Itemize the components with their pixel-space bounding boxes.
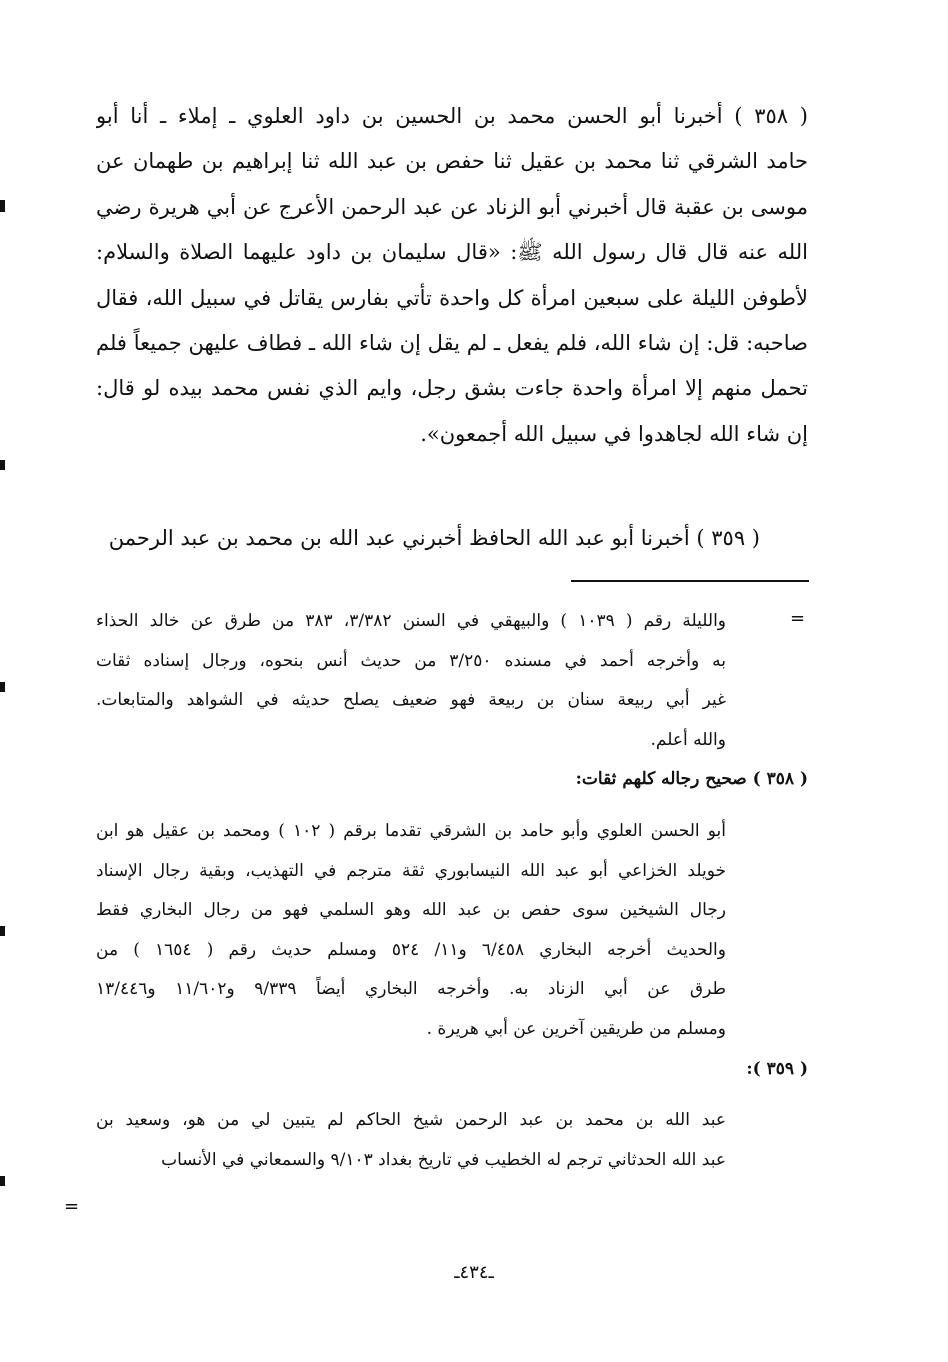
scan-edge-mark <box>0 926 5 936</box>
note-line: غير أبي ربيعة سنان بن ربيعة فهو ضعيف يصلح حديثه في الشواهد والمتابعات. <box>96 690 726 711</box>
continuation-mark: = <box>790 608 806 629</box>
note-heading-359: ( ٣٥٩ ): <box>746 1058 808 1079</box>
text-line: موسى بن عقبة قال أخبرني أبو الزناد عن عبد الرحمن الأعرج عن أبي هريرة رضي <box>96 194 808 219</box>
text-line: ( ٣٥٨ ) أخبرنا أبو الحسن محمد بن الحسين بن داود العلوي ـ إملاء ـ أنا أبو <box>96 104 808 128</box>
text-line: إن شاء الله لجاهدوا في سبيل الله أجمعون». <box>420 421 808 446</box>
hadith-359-text: ( ٣٥٩ ) أخبرنا أبو عبد الله الحافظ أخبرني عبد الله بن محمد بن عبد الرحمن <box>108 526 760 550</box>
note-line: طرق عن أبي الزناد به. وأخرجه البخاري أيضاً ٩/٣٣٩ و١١/٦٠٢ و١٣/٤٤٦ <box>96 979 726 1000</box>
note-line: ومسلم من طريقين آخرين عن أبي هريرة . <box>426 1018 726 1039</box>
text-line: حامد الشرقي ثنا محمد بن عقيل ثنا حفص بن عبد الله ثنا إبراهيم بن طهمان عن <box>96 149 808 174</box>
note-line: رجال الشيخين سوى حفص بن عبد الله وهو السلمي فهو من رجال البخاري فقط <box>96 900 726 921</box>
scan-edge-mark <box>0 200 5 212</box>
scan-edge-mark <box>0 460 5 470</box>
note-heading-358: ( ٣٥٨ ) صحيح رجاله كلهم ثقات: <box>575 769 808 790</box>
text-line: الله عنه قال قال رسول الله ﷺ: «قال سليمان بن داود عليهما الصلاة والسلام: <box>96 240 808 265</box>
note-line: به وأخرجه أحمد في مسنده ٣/٢٥٠ من حديث أنس بنحوه، ورجال إسناده ثقات <box>96 650 726 671</box>
continuation-mark-end: = <box>64 1196 80 1217</box>
text-line: تحمل منهم إلا امرأة واحدة جاءت بشق رجل، وايم الذي نفس محمد بيده لو قال: <box>96 376 808 401</box>
note-line: والحديث أخرجه البخاري ٦/٤٥٨ و١١/ ٥٢٤ ومسلم حديث رقم ( ١٦٥٤ ) من <box>96 939 726 960</box>
note-line: عبد الله الحدثاني ترجم له الخطيب في تاريخ بغداد ٩/١٠٣ والسمعاني في الأنساب <box>161 1149 726 1170</box>
text-line: لأطوفن الليلة على سبعين امرأة كل واحدة تأتي بفارس يقاتل في سبيل الله، فقال <box>96 285 808 310</box>
note-line: والليلة رقم ( ١٠٣٩ ) والبيهقي في السنن ٣/٣٨٢، ٣٨٣ من طرق عن خالد الحذاء <box>96 611 727 631</box>
note-line: عبد الله بن محمد بن عبد الرحمن شيخ الحاكم لم يتبين لي من هو، وسعيد بن <box>96 1110 726 1131</box>
text-line: صاحبه: قل: إن شاء الله، فلم يفعل ـ لم يقل إن شاء الله ـ فطاف عليهن جميعاً فلم <box>96 331 808 356</box>
note-line: والله أعلم. <box>650 729 726 750</box>
footnotes <box>96 602 808 1180</box>
footnote-divider <box>571 580 809 582</box>
page-number: ـ٤٣٤ـ <box>454 1262 494 1283</box>
note-line: خويلد الخزاعي أبو عبد الله النيسابوري ثقة مترجم في التهذيب، وبقية رجال الإسناد <box>96 860 726 881</box>
note-line: أبو الحسن العلوي وأبو حامد بن الشرقي تقدما برقم ( ١٠٢ ) ومحمد بن عقيل هو ابن <box>96 820 726 841</box>
scan-edge-mark <box>0 682 5 692</box>
hadith-358-text <box>96 94 808 457</box>
scan-edge-mark <box>0 1176 5 1186</box>
